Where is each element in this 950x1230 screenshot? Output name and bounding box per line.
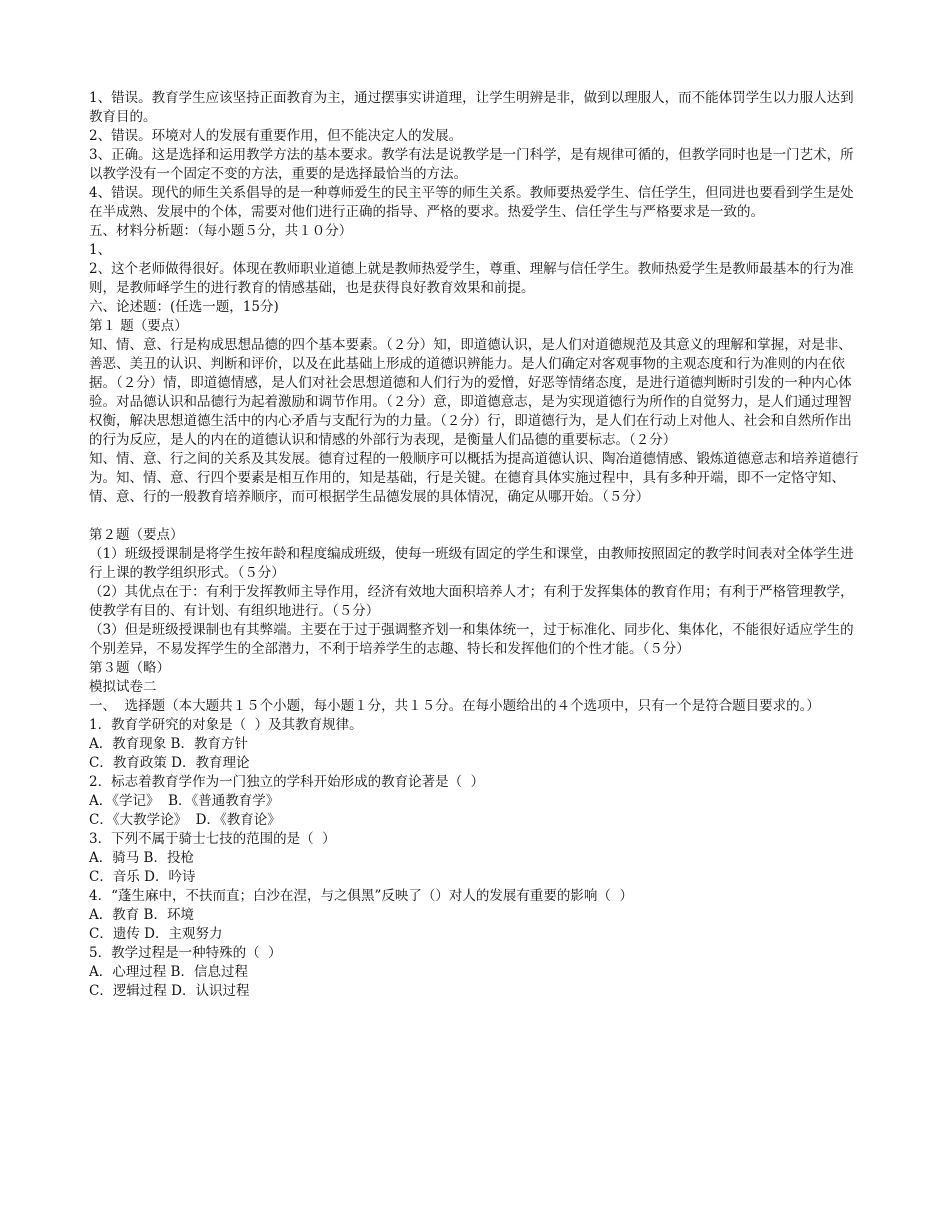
essay-q2-title: 第２题（要点） <box>89 527 184 543</box>
essay-q2-point-2: （2）其优点在于：有利于发挥教师主导作用，经济有效地大面积培养人才；有利于发挥集体的教育作用；有利于严格管理教学，使教学有目的、有计划、有组织地进行。（５分） <box>89 584 854 619</box>
question-line: 3．下列不属于骑士七技的范围的是（ ） <box>89 831 336 847</box>
question-line: 5．教学过程是一种特殊的（ ） <box>89 945 282 961</box>
spacer <box>89 507 862 526</box>
question-line: 2．标志着教育学作为一门独立的学科开始形成的教育论著是（ ） <box>89 774 485 790</box>
essay-q2-point-1: （1）班级授课制是将学生按年龄和程度编成班级，使每一班级有固定的学生和课堂，由教师按照固定的教学时间表对全体学生进行上课的教学组织形式。（５分） <box>89 546 854 581</box>
option-line: A．教育现象 B．教育方针 <box>89 736 248 752</box>
option-line: A．骑马 B．投枪 <box>89 850 194 866</box>
essay-heading: 六、论述题：(任选一题，15分) <box>89 299 279 315</box>
answer-1: 1、错误。教育学生应该坚持正面教育为主，通过摆事实讲道理，让学生明辨是非，做到以理服人，而不能体罚学生以力服人达到教育目的。 <box>89 90 854 125</box>
exam2-section-heading: 一、 选择题（本大题共１５个小题，每小题１分，共１５分。在每小题给出的４个选项中，只有一个是符合题目要求的。） <box>89 698 820 714</box>
essay-q1-paragraph-2: 知、情、意、行之间的关系及其发展。德育过程的一般顺序可以概括为提高道德认识、陶冶道德情感、锻炼道德意志和培养道德行为。知、情、意、行四个要素是相互作用的，知是基础，行是关键。在德育具体实施过程中，具有多种开端，即不一定恪守知、情、意、行的一般教育培养顺序，而可根据学生品德发展的具体情况，确定从哪开始。（５分） <box>89 451 859 505</box>
exam2-title: 模拟试卷二 <box>89 679 157 695</box>
question-line: 4．“蓬生麻中，不扶而直；白沙在涅，与之俱黑”反映了（）对人的发展有重要的影响（ ） <box>89 888 633 904</box>
question-line: 1．教育学研究的对象是（ ）及其教育规律。 <box>89 717 363 733</box>
answer-4: 4、错误。现代的师生关系倡导的是一种尊师爱生的民主平等的师生关系。教师要热爱学生、信任学生，但同进也要看到学生是处在半成熟、发展中的个体，需要对他们进行正确的指导、严格的要求。热爱学生、信任学生与严格要求是一致的。 <box>89 185 854 220</box>
option-line: C．教育政策 D．教育理论 <box>89 755 250 771</box>
option-line: C．逻辑过程 D．认识过程 <box>89 983 250 999</box>
option-line: A．心理过程 B．信息过程 <box>89 964 248 980</box>
essay-q2-point-3: （3）但是班级授课制也有其弊端。主要在于过于强调整齐划一和集体统一，过于标准化、同步化、集体化，不能很好适应学生的个别差异，不易发挥学生的全部潜力，不利于培养学生的志趣、特长和发挥他们的个性才能。（５分） <box>89 622 854 657</box>
material-heading: 五、材料分析题：（每小题５分，共１０分） <box>89 223 353 239</box>
essay-q1-title: 第１ 题（要点） <box>89 318 188 334</box>
essay-q1-paragraph-1: 知、情、意、行是构成思想品德的四个基本要素。（２分）知，即道德认识，是人们对道德规范及其意义的理解和掌握，对是非、善恶、美丑的认识、判断和评价，以及在此基础上形成的道德识辨能力。是人们确定对客观事物的主观态度和行为准则的内在依据。（２分）情，即道德情感，是人们对社会思想道德和人们行为的爱憎，好恶等情绪态度，是进行道德判断时引发的一种内心体验。对品德认识和品德行为起着激励和调节作用。（２分）意，即道德意志，是为实现道德行为所作的自觉努力，是人们通过理智权衡，解决思想道德生活中的内心矛盾与支配行为的力量。（２分）行，即道德行为，是人们在行动上对他人、社会和自然所作出的行为反应，是人的内在的道德认识和情感的外部行为表现，是衡量人们品德的重要标志。（２分） <box>89 337 852 448</box>
option-line: A．《学记》 B．《普通教育学》 <box>89 793 280 809</box>
answer-2: 2、错误。环境对人的发展有重要作用，但不能决定人的发展。 <box>89 128 463 144</box>
option-line: C．音乐 D．吟诗 <box>89 869 196 885</box>
option-line: A．教育 B．环境 <box>89 907 194 923</box>
option-line: C．遗传 D．主观努力 <box>89 926 223 942</box>
material-item-1: 1、 <box>89 242 112 258</box>
essay-q3-title: 第３题（略） <box>89 660 170 676</box>
option-line: C．《大教学论》 D．《教育论》 <box>89 812 281 828</box>
answer-3: 3、正确。这是选择和运用教学方法的基本要求。教学有法是说教学是一门科学，是有规律可循的，但教学同时也是一门艺术，所以教学没有一个固定不变的方法，重要的是选择最恰当的方法。 <box>89 147 854 182</box>
material-item-2: 2、这个老师做得很好。体现在教师职业道德上就是教师热爱学生，尊重、理解与信任学生。教师热爱学生是教师最基本的行为准则，是教师峄学生的进行教育的情感基础，也是获得良好教育效果和前提。 <box>89 261 854 296</box>
